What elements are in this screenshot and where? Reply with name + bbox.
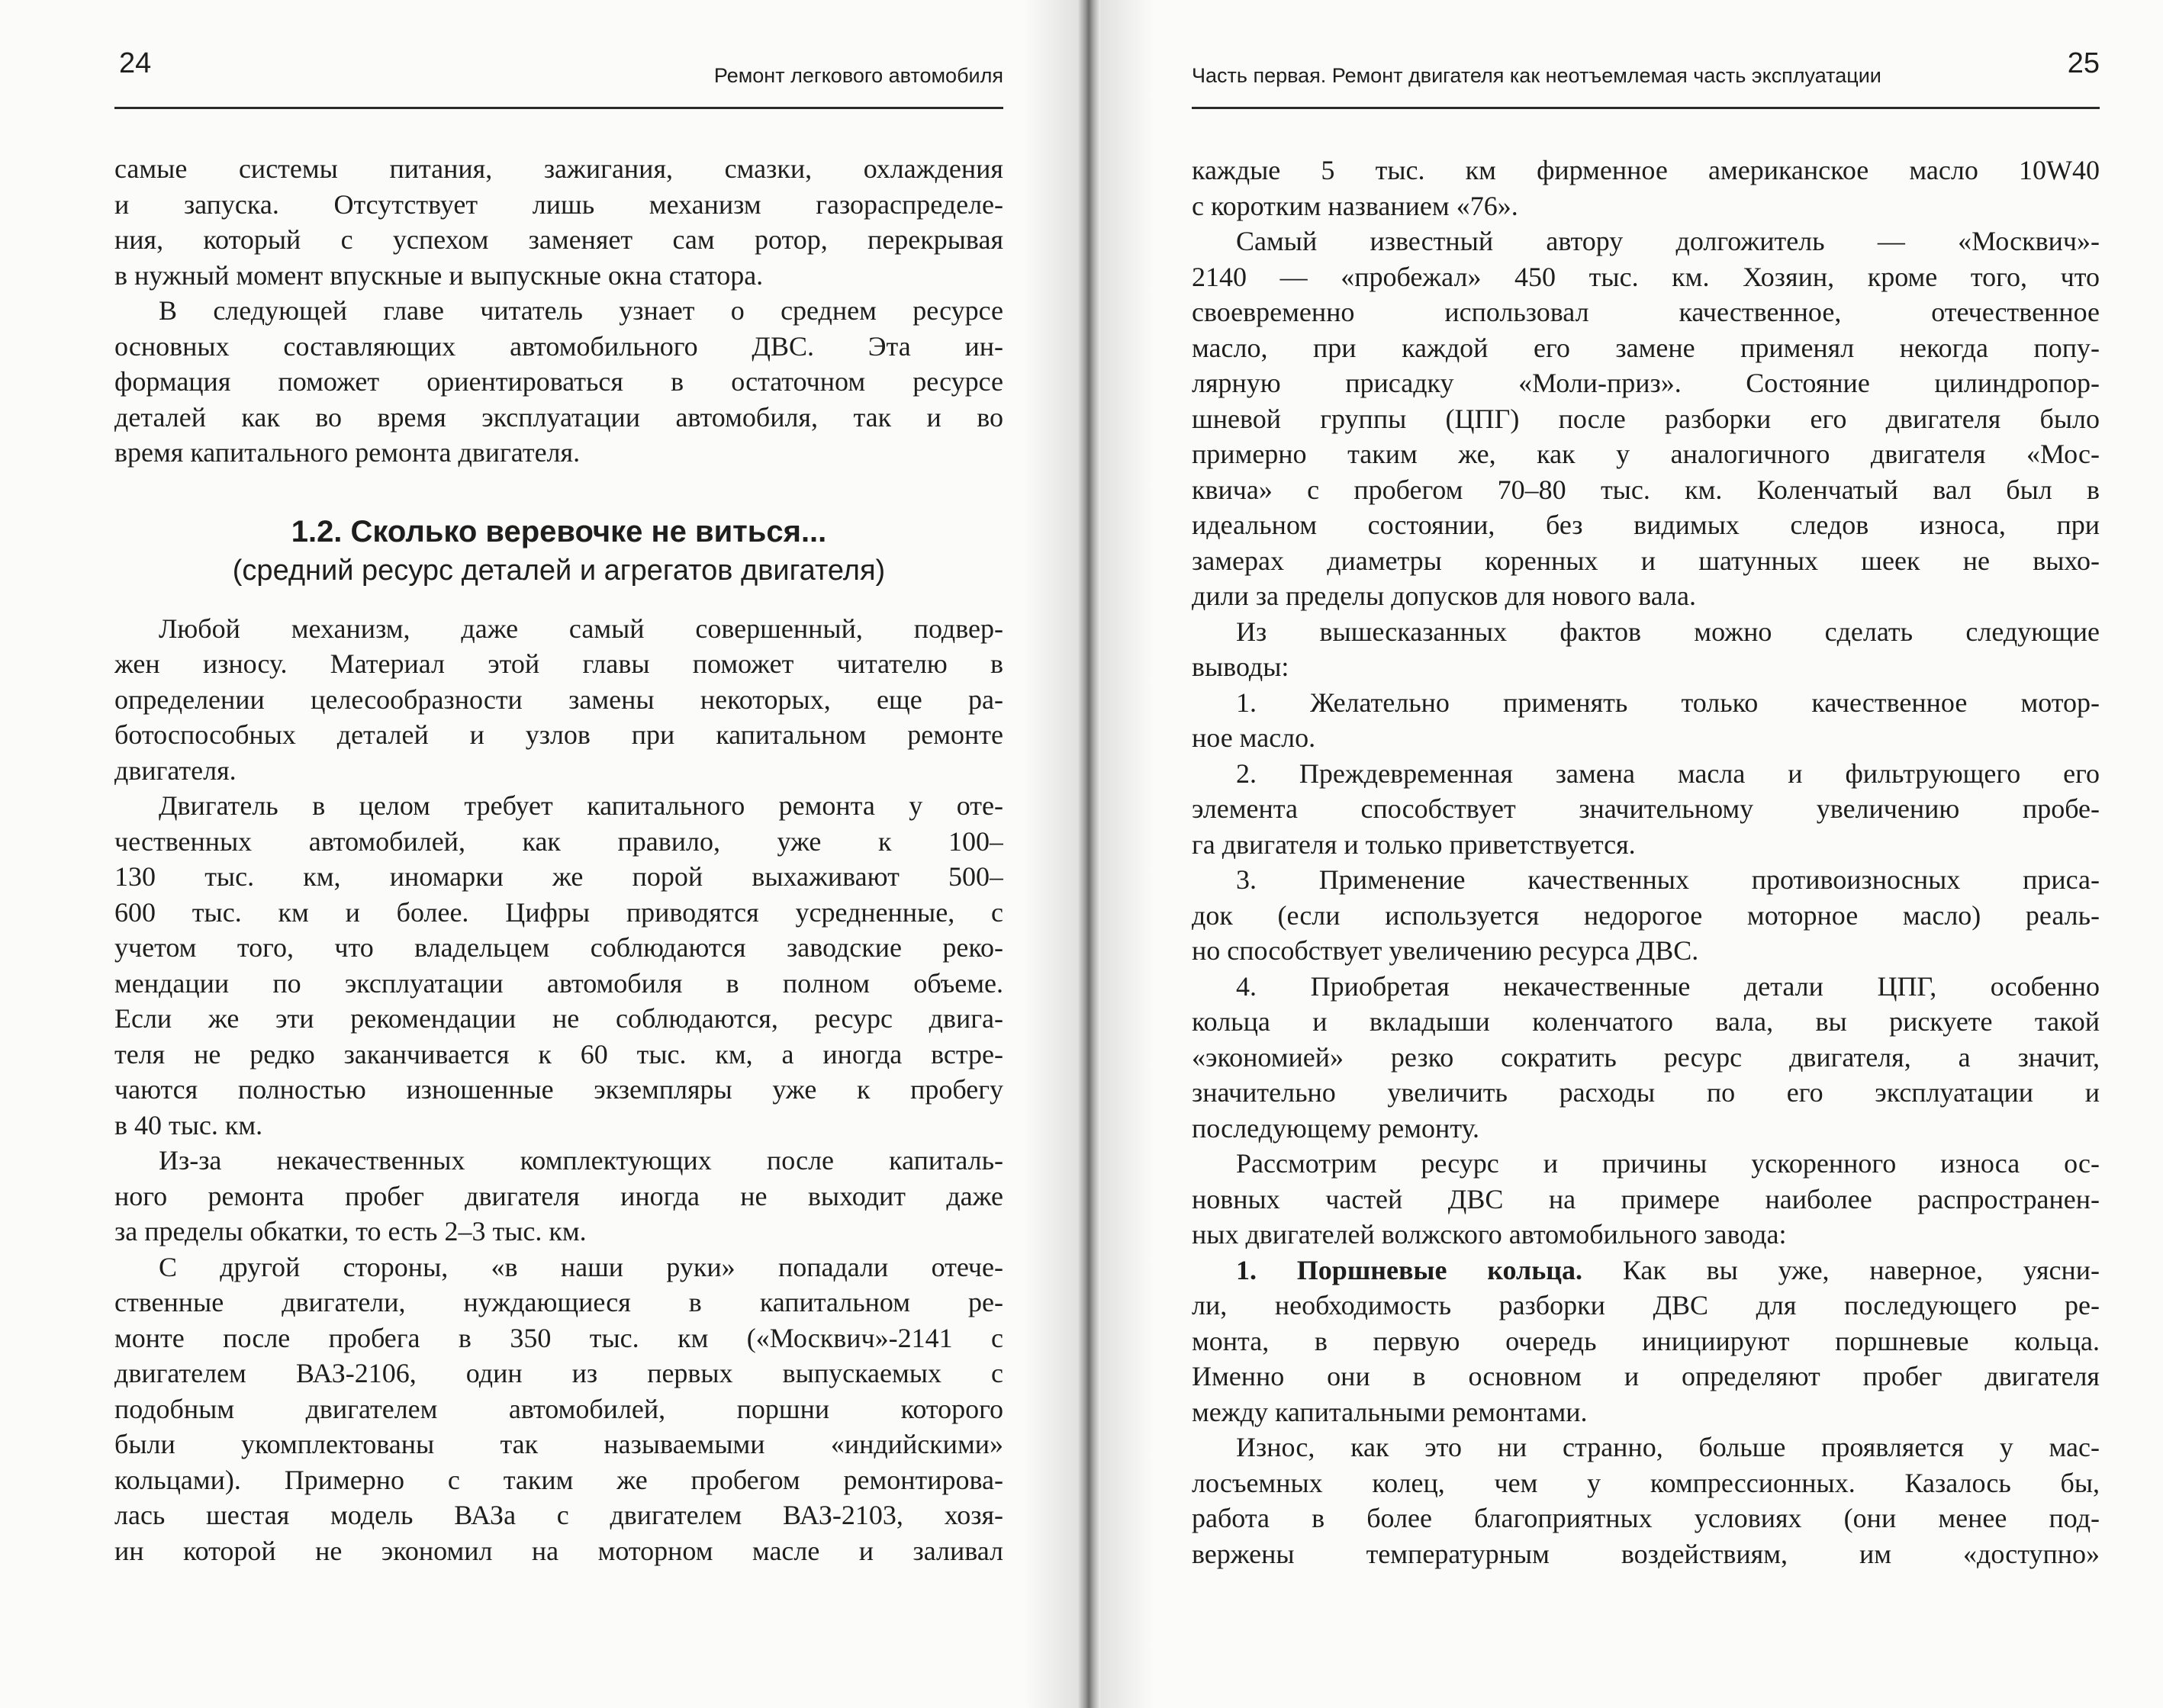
text-line: Из вышесказанных фактов можно сделать следующие bbox=[1236, 616, 2100, 647]
page-number: 25 bbox=[2067, 47, 2100, 79]
text-line: Именно они в основном и определяют пробег двигателя bbox=[1192, 1361, 2100, 1391]
left-page-body bbox=[114, 151, 1003, 1568]
text-line: время капитального ремонта двигателя. bbox=[114, 437, 581, 468]
text-line: лосъемных колец, чем у компрессионных. Казалось бы, bbox=[1192, 1467, 2100, 1498]
text-line: значительно увеличить расходы по его эксплуатации и bbox=[1192, 1077, 2100, 1108]
section-heading bbox=[114, 512, 1003, 590]
text-line: ботоспособных деталей и узлов при капитальном ремонте bbox=[114, 719, 1003, 750]
paragraph bbox=[1192, 1430, 2100, 1571]
list-item bbox=[1192, 862, 2100, 969]
text-line: замерах диаметры коренных и шатунных шеек не выхо- bbox=[1192, 545, 2100, 576]
running-head: Часть первая. Ремонт двигателя как неотъемлемая часть эксплуатации bbox=[1192, 64, 1881, 87]
text-line: ин которой не экономил на моторном масле и заливал bbox=[114, 1535, 1003, 1566]
paragraph bbox=[1192, 153, 2100, 224]
text-line: ния, который с успехом заменяет сам ротор, перекрывая bbox=[114, 224, 1003, 255]
paragraph bbox=[114, 293, 1003, 471]
paragraph bbox=[114, 151, 1003, 293]
book-gutter bbox=[1077, 0, 1100, 1708]
text-line: за пределы обкатки, то есть 2–3 тыс. км. bbox=[114, 1216, 587, 1246]
text-line: каждые 5 тыс. км фирменное американское масло 10W40 bbox=[1192, 155, 2100, 185]
text-line: ных двигателей волжского автомобильного завода: bbox=[1192, 1219, 1787, 1250]
text-line: в 40 тыс. км. bbox=[114, 1109, 263, 1140]
text-line: док (если используется недорогое моторное масло) реаль- bbox=[1192, 899, 2100, 931]
text-line: деталей как во время эксплуатации автомобиля, так и во bbox=[114, 401, 1003, 433]
right-page bbox=[1100, 0, 2163, 1708]
text-line: Самый известный автору долгожитель — «Москвич»- bbox=[1236, 226, 2100, 256]
text-line: га двигателя и только приветствуется. bbox=[1192, 828, 1636, 860]
text-line: жен износу. Материал этой главы поможет читателю в bbox=[114, 648, 1003, 679]
text-line: 4. Приобретая некачественные детали ЦПГ, особенно bbox=[1236, 970, 2100, 1002]
left-page bbox=[0, 0, 1077, 1708]
paragraph bbox=[1192, 614, 2100, 685]
text-line: последующему ремонту. bbox=[1192, 1112, 1479, 1143]
text-line: В следующей главе читатель узнает о среднем ресурсе bbox=[159, 295, 1003, 326]
section-title: 1.2. Сколько веревочке не виться... bbox=[291, 514, 827, 548]
page-number: 24 bbox=[119, 47, 152, 79]
text-line: кольца и вкладыши коленчатого вала, вы рискуете такой bbox=[1192, 1006, 2100, 1037]
text-line: Рассмотрим ресурс и причины ускоренного износа ос- bbox=[1236, 1148, 2100, 1179]
text-line: своевременно использовал качественное, отечественное bbox=[1192, 297, 2100, 327]
section-subtitle: (средний ресурс деталей и агрегатов двигателя) bbox=[232, 554, 886, 587]
text-line: ное масло. bbox=[1192, 722, 1316, 753]
list-item bbox=[1192, 756, 2100, 863]
text-line: основных составляющих автомобильного ДВС. Эта ин- bbox=[114, 330, 1003, 362]
text-line: элемента способствует значительному увеличению пробе- bbox=[1192, 793, 2100, 824]
text-line: были укомплектованы так называемыми «индийскими» bbox=[114, 1429, 1003, 1459]
paragraph bbox=[1192, 1253, 2100, 1430]
right-page-body bbox=[1192, 153, 2100, 1571]
text-line: выводы: bbox=[1192, 651, 1289, 682]
text-fragment: Как вы уже, наверное, уясни- bbox=[1582, 1254, 2100, 1285]
text-line: учетом того, что владельцем соблюдаются заводские реко- bbox=[114, 932, 1003, 963]
bold-term: 1. Поршневые кольца. bbox=[1236, 1254, 1583, 1285]
text-line: с коротким названием «76». bbox=[1192, 190, 1518, 221]
text-line: двигателя. bbox=[114, 754, 237, 786]
right-page-header bbox=[1192, 47, 2100, 90]
text-line: примерно таким же, как у аналогичного двигателя «Мос- bbox=[1192, 439, 2100, 469]
text-line: Любой механизм, даже самый совершенный, подвер- bbox=[159, 613, 1003, 644]
paragraph bbox=[114, 788, 1003, 1143]
text-line: формация поможет ориентироваться в остаточном ресурсе bbox=[114, 366, 1003, 397]
text-line: квича» с пробегом 70–80 тыс. км. Коленчатый вал был в bbox=[1192, 474, 2100, 505]
paragraph bbox=[114, 1250, 1003, 1569]
text-line: теля не редко заканчивается к 60 тыс. км, а иногда встре- bbox=[114, 1038, 1003, 1070]
text-line: 2. Преждевременная замена масла и фильтрующего его bbox=[1236, 758, 2100, 789]
text-line: 1. Желательно применять только качественное мотор- bbox=[1236, 687, 2100, 718]
text-line: 130 тыс. км, иномарки же порой выхаживают 500– bbox=[114, 861, 1003, 892]
text-line: но способствует увеличению ресурса ДВС. bbox=[1192, 935, 1699, 966]
text-line: монта, в первую очередь инициируют поршневые кольца. bbox=[1192, 1325, 2100, 1356]
text-line: определении целесообразности замены некоторых, еще ра- bbox=[114, 684, 1003, 715]
text-line: в нужный момент впускные и выпускные окна статора. bbox=[114, 259, 764, 291]
left-page-header bbox=[114, 47, 1003, 90]
text-line: и запуска. Отсутствует лишь механизм газораспределе- bbox=[114, 188, 1003, 220]
text-line: подобным двигателем автомобилей, поршни которого bbox=[114, 1393, 1003, 1424]
text-line: работа в более благоприятных условиях (они менее под- bbox=[1192, 1503, 2100, 1533]
text-line: идеальном состоянии, без видимых следов износа, при bbox=[1192, 510, 2100, 540]
text-line: Износ, как это ни странно, больше проявляется у мас- bbox=[1236, 1432, 2100, 1462]
text-line: между капитальными ремонтами. bbox=[1192, 1396, 1588, 1427]
text-line: шневой группы (ЦПГ) после разборки его двигателя было bbox=[1192, 403, 2100, 434]
paragraph bbox=[1192, 224, 2100, 614]
text-line: двигателем ВАЗ-2106, один из первых выпускаемых с bbox=[114, 1358, 1003, 1388]
text-line: Если же эти рекомендации не соблюдаются, ресурс двига- bbox=[114, 1003, 1003, 1034]
text-line: вержены температурным воздействиям, им «доступно» bbox=[1192, 1538, 2100, 1569]
paragraph bbox=[114, 611, 1003, 789]
text-line: С другой стороны, «в наши руки» попадали отече- bbox=[159, 1251, 1003, 1282]
text-line: Из-за некачественных комплектующих после капиталь- bbox=[159, 1145, 1003, 1176]
text-line: лярную присадку «Моли-приз». Состояние цилиндропор- bbox=[1192, 368, 2100, 398]
text-line: масло, при каждой его замене применял некогда попу- bbox=[1192, 332, 2100, 363]
text-line: кольцами). Примерно с таким же пробегом ремонтирова- bbox=[114, 1464, 1003, 1495]
header-rule bbox=[114, 107, 1003, 109]
running-head: Ремонт легкового автомобиля bbox=[713, 64, 1003, 87]
text-line: 2140 — «пробежал» 450 тыс. км. Хозяин, кроме того, что bbox=[1192, 261, 2100, 292]
text-line: Двигатель в целом требует капитального ремонта у оте- bbox=[159, 790, 1003, 821]
paragraph bbox=[1192, 1146, 2100, 1253]
text-line: чаются полностью изношенные экземпляры уже к пробегу bbox=[114, 1074, 1003, 1105]
text-line: ственные двигатели, нуждающиеся в капитальном ре- bbox=[114, 1287, 1003, 1317]
text-line: лась шестая модель ВАЗа с двигателем ВАЗ-2103, хозя- bbox=[114, 1500, 1003, 1530]
list-item bbox=[1192, 685, 2100, 756]
text-line: ного ремонта пробег двигателя иногда не выходит даже bbox=[114, 1180, 1003, 1211]
text-line: монте после пробега в 350 тыс. км («Москвич»-2141 с bbox=[114, 1322, 1003, 1353]
text-line: «экономией» резко сократить ресурс двигателя, а значит, bbox=[1192, 1041, 2100, 1073]
paragraph bbox=[114, 1143, 1003, 1250]
text-line bbox=[1192, 1253, 2100, 1288]
text-line: самые системы питания, зажигания, смазки, охлаждения bbox=[114, 153, 1003, 184]
list-item bbox=[1192, 969, 2100, 1147]
text-line: ли, необходимость разборки ДВС для последующего ре- bbox=[1192, 1290, 2100, 1320]
text-line: новных частей ДВС на примере наиболее распространен- bbox=[1192, 1183, 2100, 1214]
text-line: 3. Применение качественных противоизносных приса- bbox=[1236, 864, 2100, 895]
text-line: чественных автомобилей, как правило, уже к 100– bbox=[114, 825, 1003, 857]
text-line: дили за пределы допусков для нового вала. bbox=[1192, 581, 1696, 611]
text-line: мендации по эксплуатации автомобиля в полном объеме. bbox=[114, 967, 1003, 999]
text-line: 600 тыс. км и более. Цифры приводятся усредненные, с bbox=[114, 896, 1003, 928]
header-rule bbox=[1192, 107, 2100, 109]
